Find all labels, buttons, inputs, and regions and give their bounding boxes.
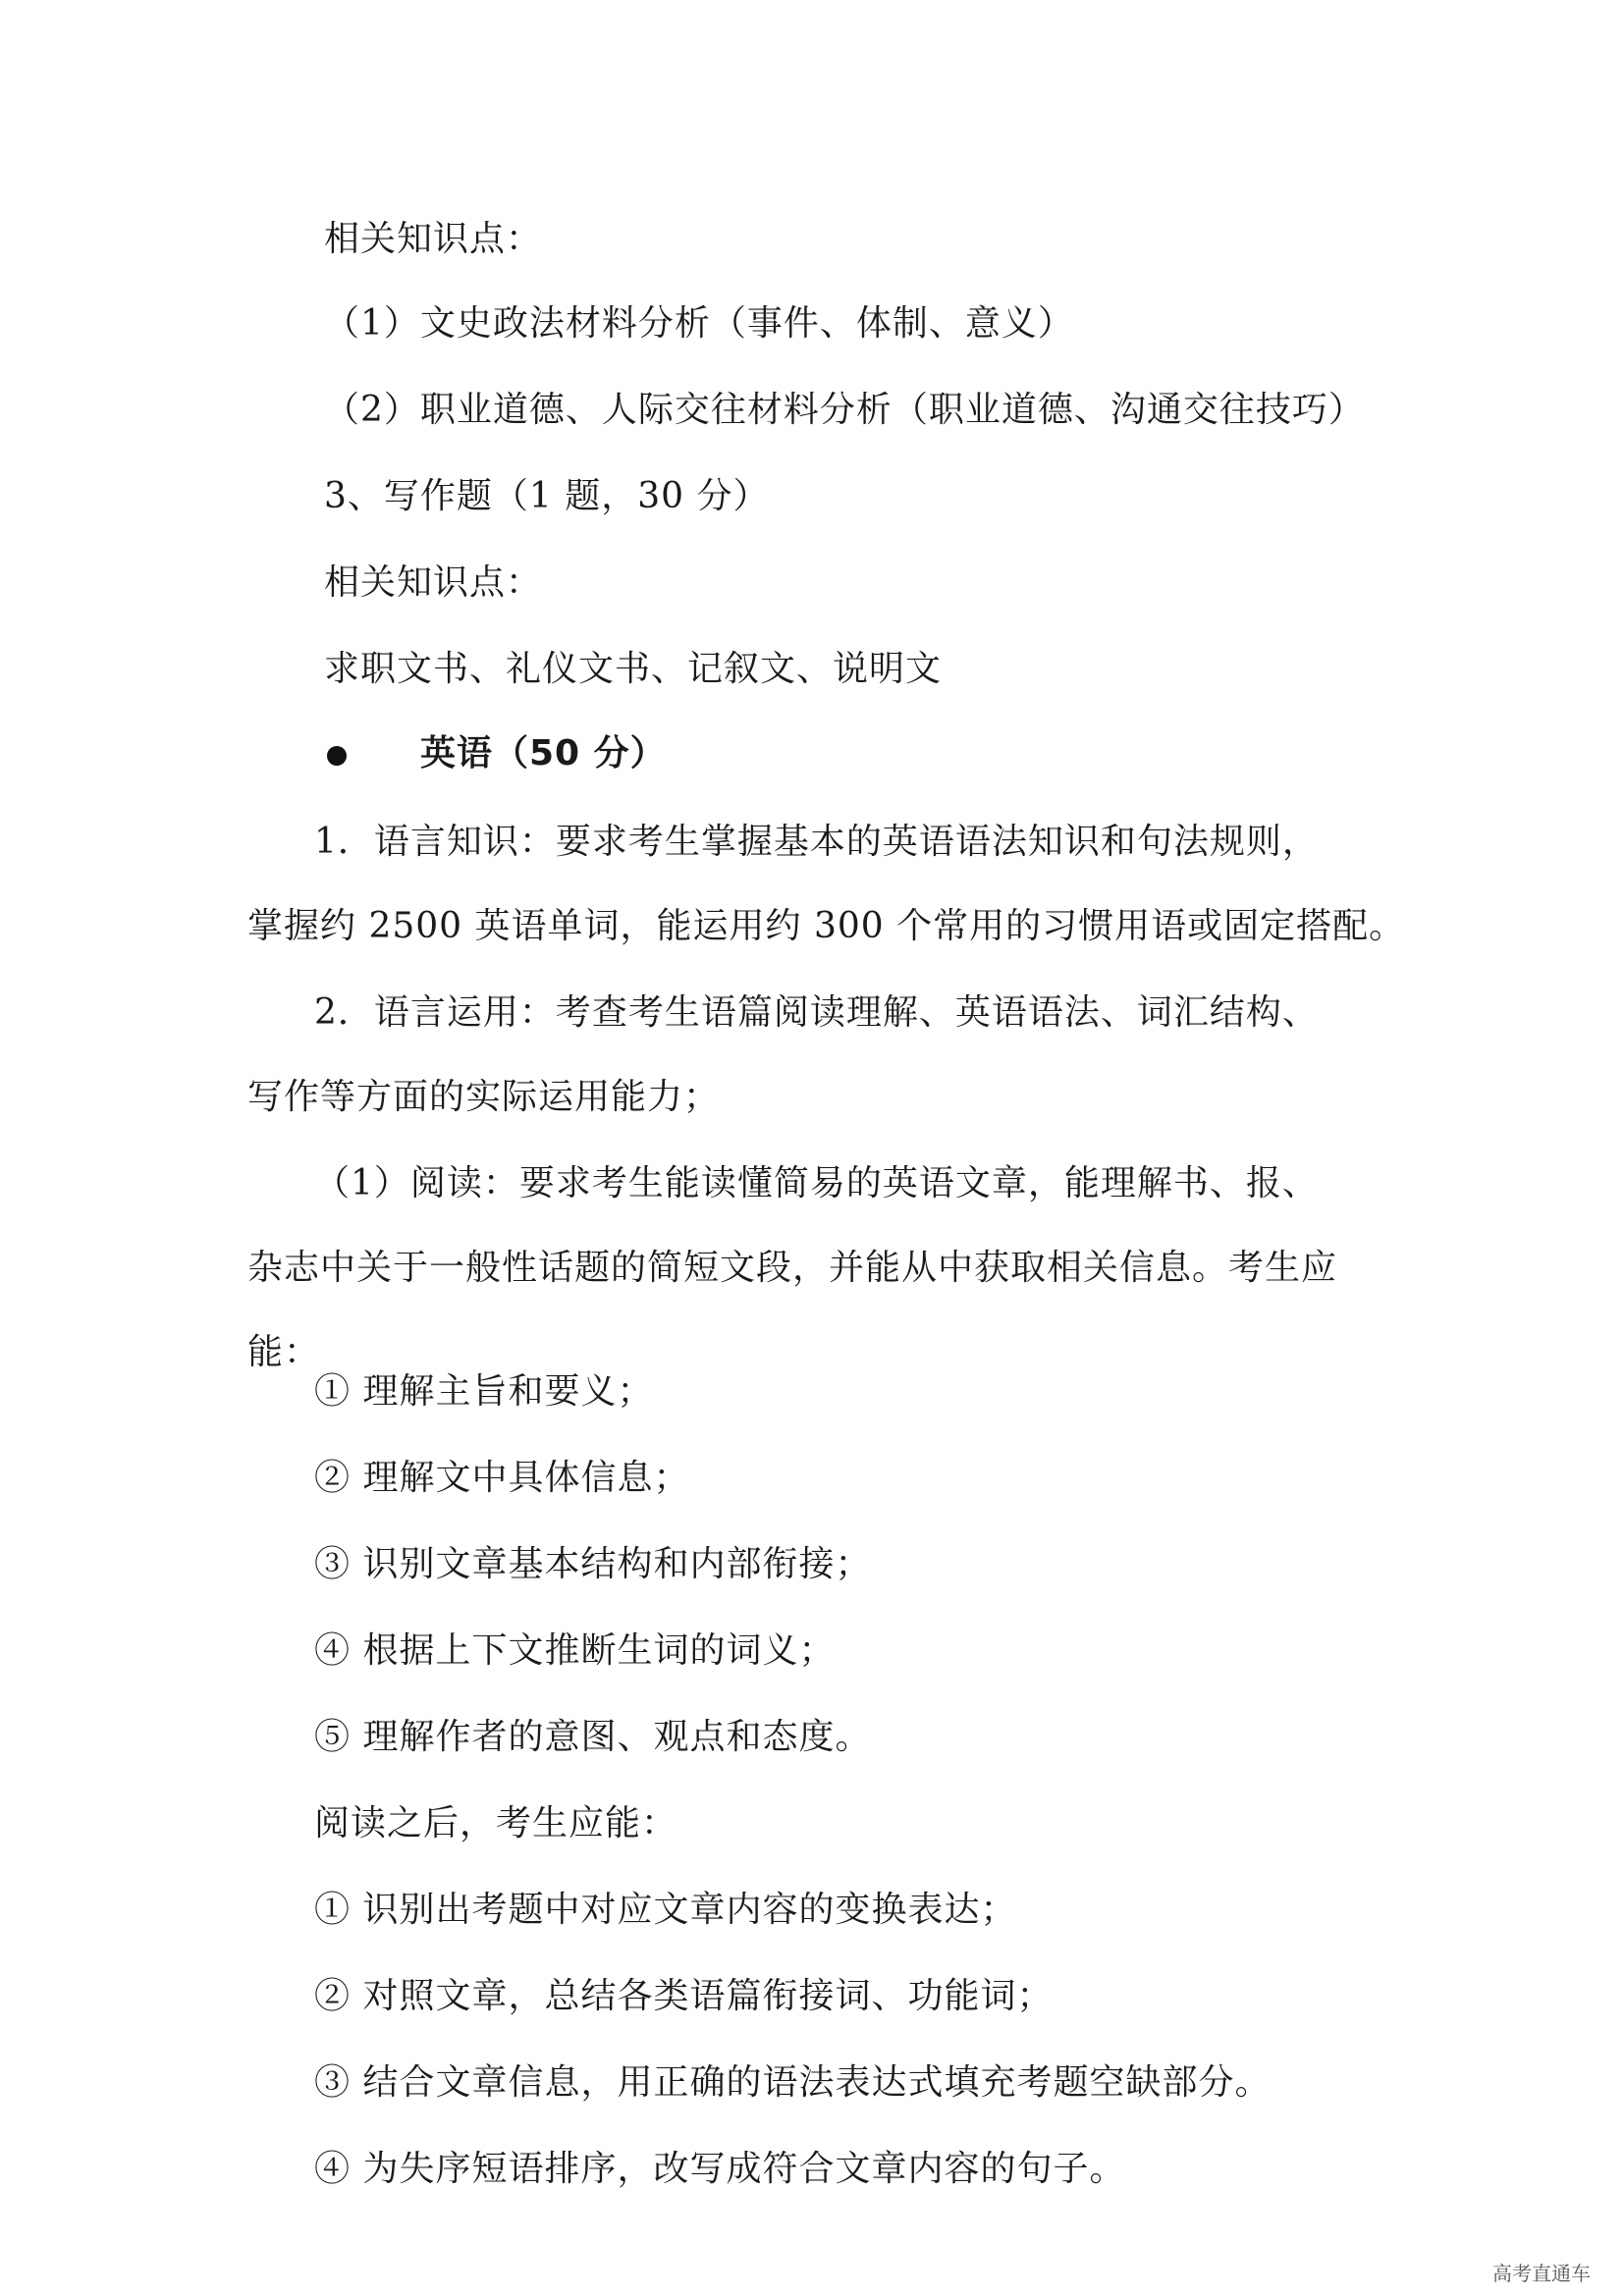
watermark-text: 高考直通车 xyxy=(1492,2262,1591,2285)
list-item: ③ 结合文章信息，用正确的语法表达式填充考题空缺部分。 xyxy=(314,2062,1272,2103)
paragraph-line: 1．语言知识：要求考生掌握基本的英语语法知识和句法规则， xyxy=(314,822,1319,862)
list-item: ④ 为失序短语排序，改写成符合文章内容的句子。 xyxy=(314,2149,1126,2189)
knowledge-label: 相关知识点： xyxy=(324,219,543,259)
list-item: ⑤ 理解作者的意图、观点和态度。 xyxy=(314,1717,872,1757)
list-item: ② 理解文中具体信息； xyxy=(314,1458,690,1498)
writing-section-title: 3、写作题（1 题，30 分） xyxy=(324,476,770,516)
paragraph-line: 写作等方面的实际运用能力； xyxy=(247,1077,721,1117)
after-reading-label: 阅读之后，考生应能： xyxy=(314,1803,678,1843)
list-item: ③ 识别文章基本结构和内部衔接； xyxy=(314,1544,872,1584)
paragraph-line: 2．语言运用：考查考生语篇阅读理解、英语语法、词汇结构、 xyxy=(314,992,1319,1033)
paragraph-line: 杂志中关于一般性话题的简短文段，并能从中获取相关信息。考生应 xyxy=(247,1248,1338,1288)
knowledge-item: （2）职业道德、人际交往材料分析（职业道德、沟通交往技巧） xyxy=(324,390,1365,430)
list-item: ④ 根据上下文推断生词的词义； xyxy=(314,1630,836,1671)
paragraph-line: 能： xyxy=(247,1332,321,1372)
list-item: ① 识别出考题中对应文章内容的变换表达； xyxy=(314,1890,1017,1930)
paragraph-line: 掌握约 2500 英语单词，能运用约 300 个常用的习惯用语或固定搭配。 xyxy=(247,906,1406,946)
english-heading: 英语（50 分） xyxy=(420,733,667,774)
paragraph-line: （1）阅读：要求考生能读懂简易的英语文章，能理解书、报、 xyxy=(314,1163,1319,1203)
bullet-icon xyxy=(327,746,347,766)
writing-topics: 求职文书、礼仪文书、记叙文、说明文 xyxy=(324,649,943,689)
list-item: ① 理解主旨和要义； xyxy=(314,1371,654,1412)
knowledge-label: 相关知识点： xyxy=(324,562,543,603)
list-item: ② 对照文章，总结各类语篇衔接词、功能词； xyxy=(314,1976,1054,2016)
knowledge-item: （1）文史政法材料分析（事件、体制、意义） xyxy=(324,303,1074,344)
